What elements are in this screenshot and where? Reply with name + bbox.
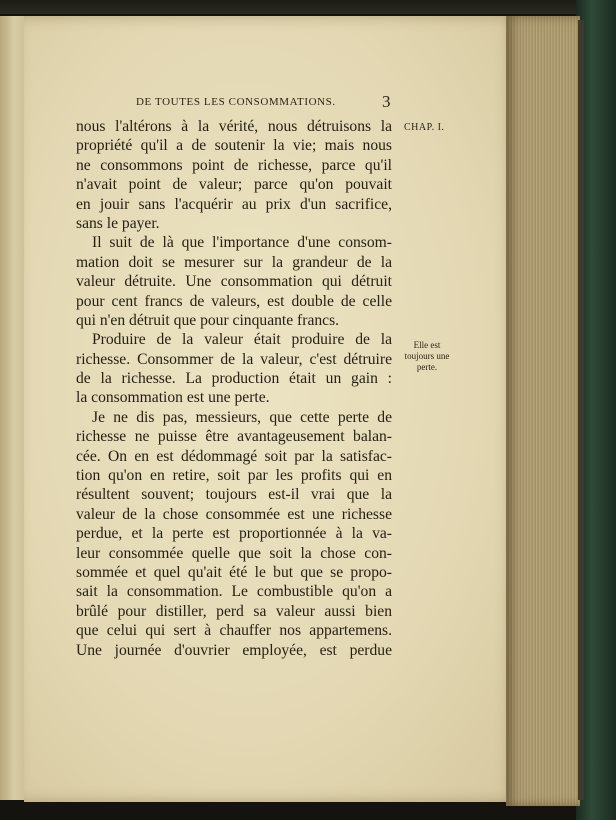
- book-cover-top: [0, 0, 616, 14]
- cover-edge: [578, 20, 584, 800]
- text-line: perdue, et la perte est proportionnée à la va-: [76, 525, 392, 543]
- text-line: valeur de la chose consommée est une richesse: [76, 505, 392, 523]
- margin-note-line: toujours une: [404, 351, 450, 361]
- text-line: cée. On en est dédommagé soit par la satisfac-: [76, 447, 392, 465]
- text-line: richesse ne puisse être avantageusement balan-: [76, 428, 392, 446]
- text-line: mation doit se mesurer sur la grandeur de la: [76, 253, 392, 271]
- text-line: nous l'altérons à la vérité, nous détruisons la: [76, 118, 392, 135]
- facing-page-edge: [0, 16, 25, 800]
- text-line: n'avait point de valeur; parce qu'on pouvait: [76, 176, 392, 194]
- running-head: DE TOUTES LES CONSOMMATIONS.: [136, 96, 336, 108]
- text-line: brûlé pour distiller, perd sa valeur aussi bien: [76, 602, 392, 620]
- text-line: leur consommée quelle que soit la chose con-: [76, 544, 392, 562]
- text-line: Une journée d'ouvrier employée, est perdue: [76, 641, 392, 659]
- text-line: sans le payer.: [76, 214, 160, 232]
- page-header: [136, 92, 396, 114]
- text-line: la consommation est une perte.: [76, 389, 270, 407]
- margin-note: [396, 340, 458, 373]
- text-line: sait la consommation. Le combustible qu'on a: [76, 583, 392, 601]
- margin-note-line: perte.: [416, 362, 438, 372]
- text-line: de la richesse. La production était un gain :: [76, 370, 392, 388]
- text-line: propriété qu'il a de soutenir la vie; mais nous: [76, 137, 392, 155]
- text-line: qui n'en détruit que pour cinquante francs.: [76, 311, 340, 329]
- text-line: ne consommons point de richesse, parce qu'il: [76, 156, 392, 174]
- text-line: Il suit de là que l'importance d'une consom-: [92, 234, 392, 252]
- text-line: pour cent francs de valeurs, est double de celle: [76, 292, 392, 310]
- page-fore-edge: [506, 16, 580, 806]
- text-line: sommée et quel qu'ait été le but que se propo-: [76, 563, 392, 581]
- margin-note-line: Elle est: [413, 340, 441, 350]
- text-line: en jouir sans l'acquérir au prix d'un sacrifice,: [76, 195, 392, 213]
- text-line: résultent souvent; toujours est-il vrai que la: [76, 486, 392, 504]
- body-text: [76, 117, 392, 660]
- text-line: valeur détruite. Une consommation qui détruit: [76, 273, 392, 291]
- text-line: Produire de la valeur était produire de la: [92, 331, 392, 349]
- text-line: tion qu'on en retire, soit par les profits qui en: [76, 467, 392, 485]
- margin-chapter-label: CHAP. I.: [404, 122, 445, 133]
- text-line: richesse. Consommer de la valeur, c'est détruire: [76, 350, 392, 368]
- text-line: Je ne dis pas, messieurs, que cette perte de: [92, 408, 392, 426]
- text-line: que celui qui sert à chauffer nos appartemens.: [76, 622, 392, 640]
- page-number: 3: [382, 92, 391, 111]
